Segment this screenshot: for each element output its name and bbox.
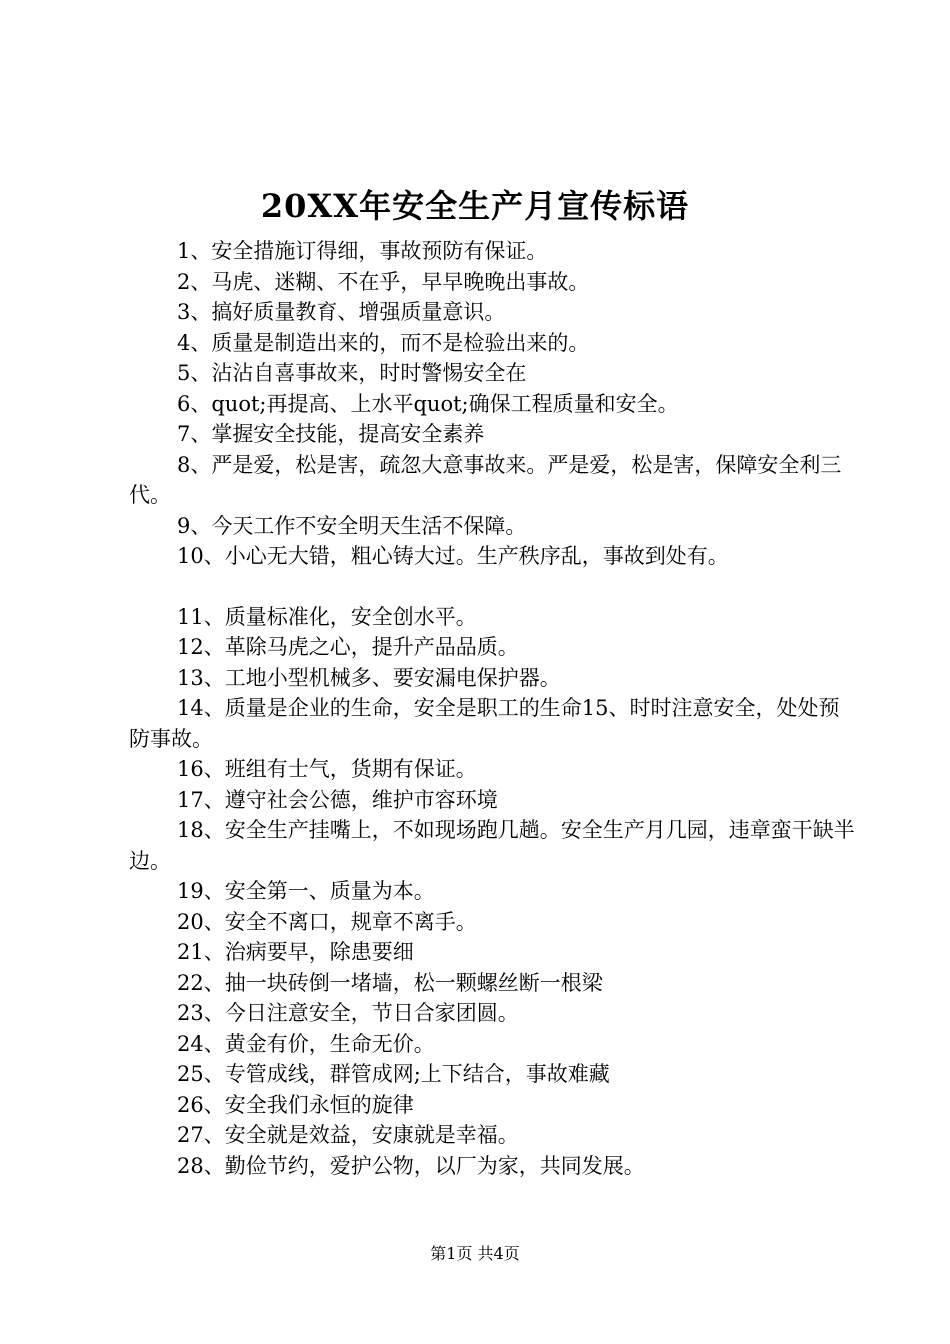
slogan-list bbox=[129, 236, 859, 1181]
list-item: 6、quot;再提高、上水平quot;确保工程质量和安全。 bbox=[177, 391, 679, 416]
list-item: 17、遵守社会公德，维护市容环境 bbox=[177, 787, 498, 812]
list-item: 18、安全生产挂嘴上，不如现场跑几趟。安全生产月几园，违章蛮干缺半边。 bbox=[129, 818, 855, 873]
page-number-footer: 第1页 共4页 bbox=[430, 1244, 520, 1263]
list-item: 14、质量是企业的生命，安全是职工的生命15、时时注意安全，处处预防事故。 bbox=[129, 696, 840, 751]
list-item: 1、安全措施订得细，事故预防有保证。 bbox=[177, 239, 548, 263]
list-item: 10、小心无大错，粗心铸大过。生产秩序乱，事故到处有。 bbox=[177, 544, 729, 568]
list-item: 28、勤俭节约，爱护公物，以厂为家，共同发展。 bbox=[177, 1153, 645, 1178]
list-item: 12、革除马虎之心，提升产品品质。 bbox=[177, 635, 519, 659]
list-item: 27、安全就是效益，安康就是幸福。 bbox=[177, 1123, 519, 1147]
list-item: 5、沾沾自喜事故来，时时警惕安全在 bbox=[177, 361, 527, 385]
list-item: 11、质量标准化，安全创水平。 bbox=[177, 604, 477, 629]
list-item: 2、马虎、迷糊、不在乎，早早晚晚出事故。 bbox=[177, 269, 590, 294]
list-item: 26、安全我们永恒的旋律 bbox=[177, 1092, 414, 1117]
list-item: 4、质量是制造出来的，而不是检验出来的。 bbox=[177, 330, 590, 355]
list-item: 20、安全不离口，规章不离手。 bbox=[177, 909, 477, 934]
page-title: 20XX年安全生产月宣传标语 bbox=[260, 187, 690, 225]
list-item: 19、安全第一、质量为本。 bbox=[177, 879, 435, 903]
list-item: 8、严是爱，松是害，疏忽大意事故来。严是爱，松是害，保障安全利三代。 bbox=[129, 452, 842, 507]
list-item: 22、抽一块砖倒一堵墙，松一颗螺丝断一根梁 bbox=[177, 970, 603, 995]
list-item: 25、专管成线，群管成网;上下结合，事故难藏 bbox=[177, 1062, 610, 1086]
list-item: 9、今天工作不安全明天生活不保障。 bbox=[177, 513, 527, 538]
list-item: 24、黄金有价，生命无价。 bbox=[177, 1031, 435, 1056]
list-item: 7、掌握安全技能，提高安全素养 bbox=[177, 422, 485, 446]
list-item: 16、班组有士气，货期有保证。 bbox=[177, 757, 477, 781]
list-item: 13、工地小型机械多、要安漏电保护器。 bbox=[177, 665, 561, 690]
list-item: 3、搞好质量教育、增强质量意识。 bbox=[177, 300, 506, 324]
list-item: 23、今日注意安全，节日合家团圆。 bbox=[177, 1001, 519, 1025]
list-item: 21、治病要早，除患要细 bbox=[177, 940, 414, 964]
